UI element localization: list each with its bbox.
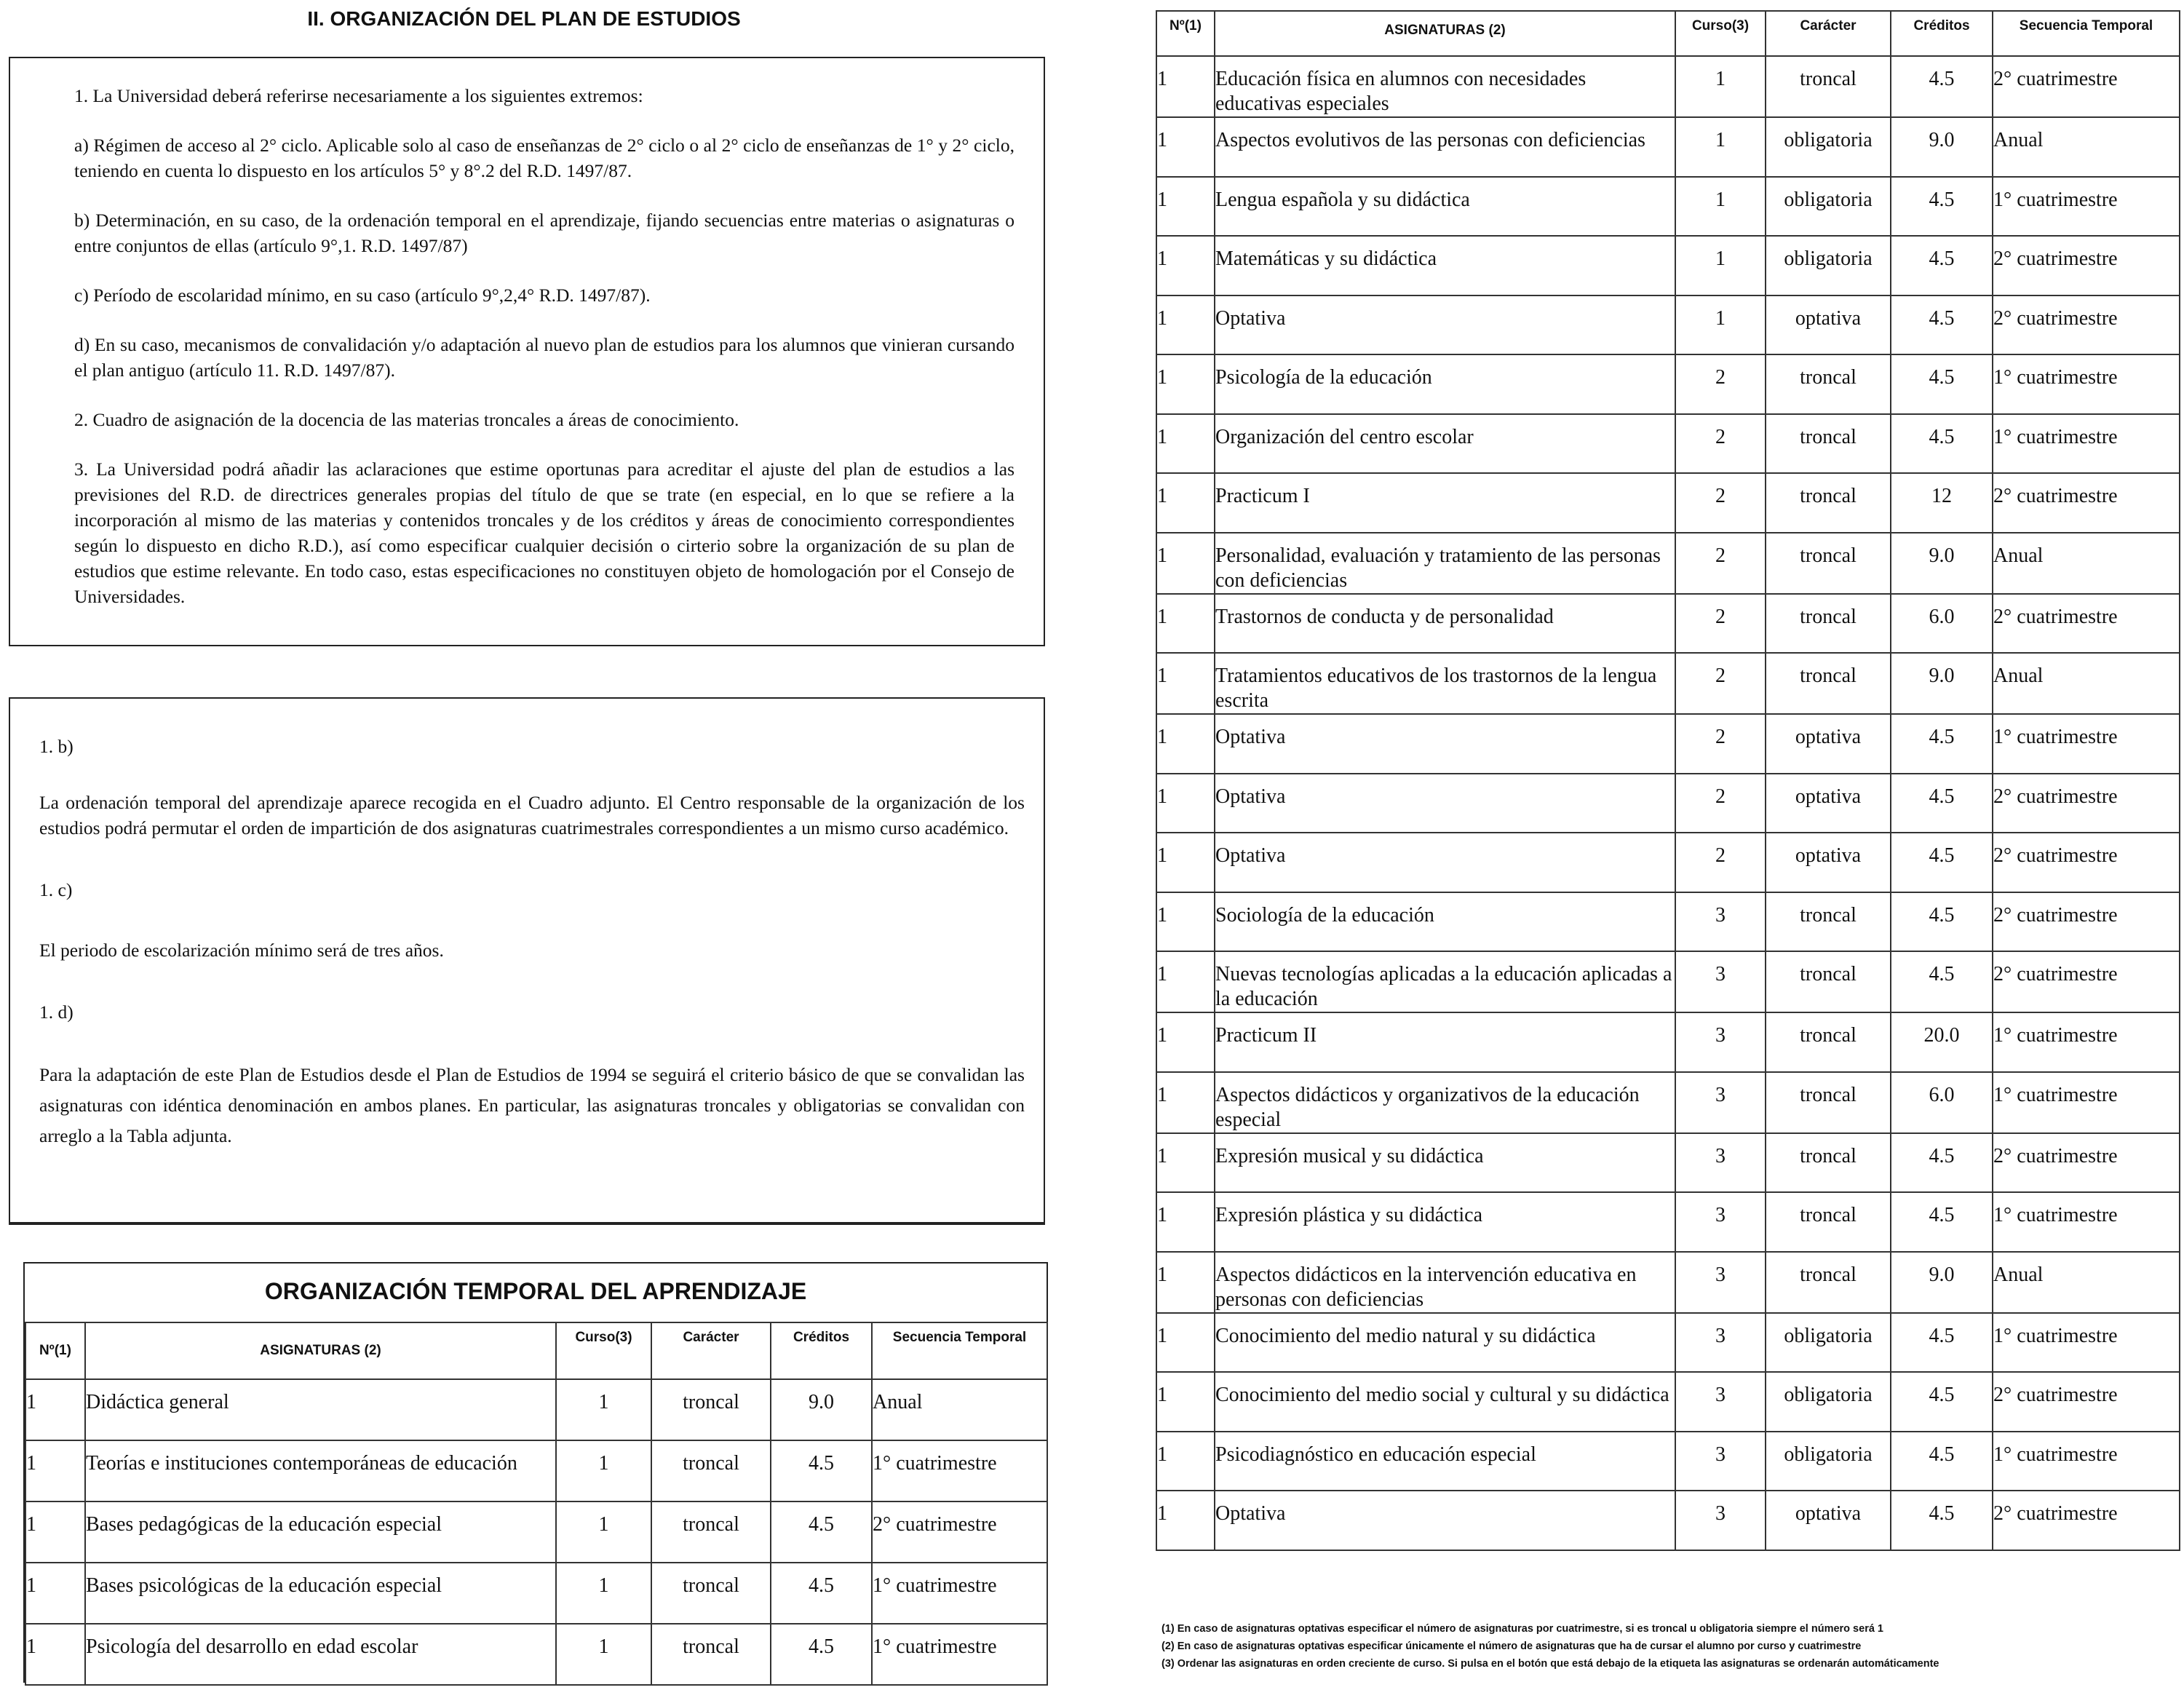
table-row [1156, 1491, 2180, 1550]
subject-type: troncal [1766, 1012, 1891, 1072]
header-secuencia: Secuencia Temporal [1993, 11, 2180, 56]
course-year: 2 [1675, 833, 1766, 892]
credits: 4.5 [1891, 714, 1993, 774]
credits: 9.0 [1891, 533, 1993, 594]
course-year: 3 [1675, 1432, 1766, 1491]
subject-type: troncal [1766, 1192, 1891, 1252]
time-sequence: 1° cuatrimestre [1993, 1072, 2180, 1133]
time-sequence: 2° cuatrimestre [1993, 473, 2180, 533]
subject-name: Psicología del desarrollo en edad escolar [85, 1624, 556, 1685]
subject-type: troncal [651, 1501, 771, 1563]
subject-name: Trastornos de conducta y de personalidad [1215, 594, 1675, 654]
time-sequence: 1° cuatrimestre [872, 1624, 1047, 1685]
table-header-row [1156, 11, 2180, 56]
course-year: 2 [1675, 714, 1766, 774]
row-number: 1 [1156, 1432, 1215, 1491]
time-sequence: 2° cuatrimestre [1993, 1133, 2180, 1193]
table-row [1156, 117, 2180, 177]
answer-d-heading: 1. d) [39, 1001, 74, 1023]
temporal-table-right [1156, 10, 2180, 1551]
subject-name: Didáctica general [85, 1379, 556, 1440]
credits: 4.5 [1891, 951, 1993, 1012]
instruction-1a: a) Régimen de acceso al 2° ciclo. Aplicable solo al caso de enseñanzas de 2° ciclo o al 2° ciclo de enseñanzas de 1° y 2° ciclo, teniendo en cuenta lo dispuesto en los artículos 5° y 8°.2 del R.D. 1497/87. [74, 135, 1014, 181]
table-row [1156, 1192, 2180, 1252]
credits: 4.5 [1891, 414, 1993, 474]
time-sequence: 2° cuatrimestre [872, 1501, 1047, 1563]
table-row [1156, 236, 2180, 295]
row-number: 1 [1156, 1192, 1215, 1252]
credits: 9.0 [771, 1379, 872, 1440]
subject-type: obligatoria [1766, 1313, 1891, 1373]
table-row [1156, 533, 2180, 594]
subject-type: obligatoria [1766, 117, 1891, 177]
subject-name: Expresión plástica y su didáctica [1215, 1192, 1675, 1252]
table-row [25, 1379, 1047, 1440]
table-row [25, 1563, 1047, 1624]
row-number: 1 [1156, 594, 1215, 654]
time-sequence: 2° cuatrimestre [1993, 951, 2180, 1012]
course-year: 3 [1675, 1072, 1766, 1133]
credits: 12 [1891, 473, 1993, 533]
temporal-table-title: ORGANIZACIÓN TEMPORAL DEL APRENDIZAJE [264, 1278, 807, 1304]
table-row [25, 1624, 1047, 1685]
credits: 9.0 [1891, 1252, 1993, 1313]
instructions-box [9, 57, 1045, 646]
row-number: 1 [25, 1379, 85, 1440]
subject-name: Bases pedagógicas de la educación especial [85, 1501, 556, 1563]
answers-box [9, 697, 1045, 1225]
subject-name: Organización del centro escolar [1215, 414, 1675, 474]
row-number: 1 [25, 1501, 85, 1563]
subject-type: troncal [651, 1563, 771, 1624]
credits: 4.5 [1891, 56, 1993, 117]
time-sequence: Anual [872, 1379, 1047, 1440]
time-sequence: 2° cuatrimestre [1993, 1372, 2180, 1432]
course-year: 3 [1675, 1491, 1766, 1550]
table-row [1156, 354, 2180, 414]
row-number: 1 [1156, 1012, 1215, 1072]
temporal-table-panel [23, 1262, 1048, 1683]
table-row [1156, 1252, 2180, 1313]
course-year: 2 [1675, 594, 1766, 654]
table-row [1156, 951, 2180, 1012]
row-number: 1 [1156, 1252, 1215, 1313]
subject-name: Sociología de la educación [1215, 892, 1675, 952]
time-sequence: Anual [1993, 117, 2180, 177]
header-creditos: Créditos [1891, 11, 1993, 56]
table-row [1156, 653, 2180, 714]
course-year: 2 [1675, 414, 1766, 474]
table-row [1156, 414, 2180, 474]
credits: 4.5 [1891, 1491, 1993, 1550]
course-year: 3 [1675, 1012, 1766, 1072]
credits: 4.5 [771, 1563, 872, 1624]
section-title: II. ORGANIZACIÓN DEL PLAN DE ESTUDIOS [307, 7, 741, 30]
row-number: 1 [1156, 833, 1215, 892]
time-sequence: 1° cuatrimestre [1993, 414, 2180, 474]
row-number: 1 [1156, 236, 1215, 295]
instruction-1: 1. La Universidad deberá referirse necesariamente a los siguientes extremos: [74, 85, 643, 106]
course-year: 3 [1675, 951, 1766, 1012]
answer-c-heading: 1. c) [39, 879, 73, 900]
instruction-2: 2. Cuadro de asignación de la docencia de las materias troncales a áreas de conocimiento. [74, 409, 739, 430]
instruction-1d: d) En su caso, mecanismos de convalidación y/o adaptación al nuevo plan de estudios para los alumnos que vinieran cursando el plan antiguo (artículo 11. R.D. 1497/87). [74, 334, 1014, 381]
time-sequence: 2° cuatrimestre [1993, 774, 2180, 833]
credits: 4.5 [1891, 1432, 1993, 1491]
course-year: 1 [1675, 56, 1766, 117]
course-year: 1 [556, 1440, 651, 1501]
subject-type: troncal [1766, 473, 1891, 533]
subject-name: Aspectos didácticos en la intervención educativa en personas con deficiencias [1215, 1252, 1675, 1313]
header-asignaturas: ASIGNATURAS (2) [85, 1322, 556, 1379]
subject-name: Aspectos evolutivos de las personas con deficiencias [1215, 117, 1675, 177]
subject-type: troncal [651, 1624, 771, 1685]
row-number: 1 [1156, 177, 1215, 237]
header-curso: Curso(3) [1675, 11, 1766, 56]
credits: 9.0 [1891, 117, 1993, 177]
table-row [1156, 1313, 2180, 1373]
time-sequence: 2° cuatrimestre [1993, 1491, 2180, 1550]
credits: 6.0 [1891, 1072, 1993, 1133]
credits: 4.5 [771, 1624, 872, 1685]
row-number: 1 [1156, 1491, 1215, 1550]
subject-type: optativa [1766, 833, 1891, 892]
footnote-2: (2) En caso de asignaturas optativas especificar únicamente el número de asignaturas que ha de cursar el alumno por curso y cuatrimestre [1162, 1641, 1862, 1652]
subject-name: Psicodiagnóstico en educación especial [1215, 1432, 1675, 1491]
table-row [1156, 1012, 2180, 1072]
footnote-1: (1) En caso de asignaturas optativas especificar el número de asignaturas por cuatrimestre, si es troncal u obligatoria siempre el número será 1 [1162, 1623, 1883, 1635]
footnote-3: (3) Ordenar las asignaturas en orden creciente de curso. Si pulsa en el botón que está debajo de la etiqueta las asignaturas se ordenarán automáticamente [1162, 1658, 1939, 1670]
credits: 9.0 [1891, 653, 1993, 714]
row-number: 1 [1156, 473, 1215, 533]
subject-name: Optativa [1215, 714, 1675, 774]
course-year: 3 [1675, 1192, 1766, 1252]
header-n: Nº(1) [25, 1322, 85, 1379]
credits: 6.0 [1891, 594, 1993, 654]
subject-type: troncal [651, 1379, 771, 1440]
credits: 4.5 [771, 1440, 872, 1501]
header-curso: Curso(3) [556, 1322, 651, 1379]
subject-type: troncal [1766, 892, 1891, 952]
row-number: 1 [1156, 1313, 1215, 1373]
time-sequence: 2° cuatrimestre [1993, 594, 2180, 654]
course-year: 2 [1675, 653, 1766, 714]
course-year: 2 [1675, 473, 1766, 533]
instruction-3: 3. La Universidad podrá añadir las aclaraciones que estime oportunas para acreditar el ajuste del plan de estudios a las previsiones del R.D. de directrices generales propias del título de que se trate (en especial, en lo que se refiere a la incorporación al mismo de las materias y contenidos troncales y de los créditos y áreas de conocimiento correspondientes según lo dispuesto en dicho R.D.), así como especificar cualquier decisión o cirterio sobre la organización de su plan de estudios que estime relevante. En todo caso, estas especificaciones no constituyen objeto de homologación por el Consejo de Universidades. [74, 459, 1014, 607]
row-number: 1 [1156, 951, 1215, 1012]
row-number: 1 [1156, 533, 1215, 594]
course-year: 1 [556, 1379, 651, 1440]
subject-type: troncal [651, 1440, 771, 1501]
course-year: 2 [1675, 533, 1766, 594]
subject-type: obligatoria [1766, 236, 1891, 295]
row-number: 1 [1156, 1133, 1215, 1193]
row-number: 1 [1156, 117, 1215, 177]
credits: 4.5 [1891, 774, 1993, 833]
table-row [1156, 1432, 2180, 1491]
subject-name: Practicum II [1215, 1012, 1675, 1072]
subject-type: optativa [1766, 1491, 1891, 1550]
time-sequence: Anual [1993, 1252, 2180, 1313]
subject-name: Nuevas tecnologías aplicadas a la educación aplicadas a la educación [1215, 951, 1675, 1012]
temporal-table-left [25, 1322, 1048, 1686]
row-number: 1 [1156, 56, 1215, 117]
subject-type: obligatoria [1766, 1432, 1891, 1491]
subject-name: Practicum I [1215, 473, 1675, 533]
table-row [25, 1440, 1047, 1501]
table-row [1156, 1072, 2180, 1133]
subject-name: Personalidad, evaluación y tratamiento de las personas con deficiencias [1215, 533, 1675, 594]
table-row [1156, 1133, 2180, 1193]
credits: 4.5 [1891, 1313, 1993, 1373]
course-year: 3 [1675, 1133, 1766, 1193]
subject-type: troncal [1766, 414, 1891, 474]
time-sequence: 1° cuatrimestre [1993, 1192, 2180, 1252]
answer-b-text: La ordenación temporal del aprendizaje aparece recogida en el Cuadro adjunto. El Centro responsable de la organización de los estudios podrá permutar el orden de impartición de dos asignaturas cuatrimestrales correspondientes a un mismo curso académico. [39, 792, 1025, 838]
subject-type: troncal [1766, 951, 1891, 1012]
table-row [1156, 295, 2180, 355]
subject-name: Conocimiento del medio social y cultural y su didáctica [1215, 1372, 1675, 1432]
time-sequence: 1° cuatrimestre [1993, 1012, 2180, 1072]
table-left-body [25, 1379, 1047, 1685]
row-number: 1 [25, 1440, 85, 1501]
table-row [1156, 56, 2180, 117]
row-number: 1 [25, 1624, 85, 1685]
row-number: 1 [25, 1563, 85, 1624]
subject-type: obligatoria [1766, 1372, 1891, 1432]
table-header-row [25, 1322, 1047, 1379]
answer-b-heading: 1. b) [39, 736, 74, 757]
subject-name: Teorías e instituciones contemporáneas de educación [85, 1440, 556, 1501]
subject-type: troncal [1766, 533, 1891, 594]
subject-type: optativa [1766, 714, 1891, 774]
answer-d-text: Para la adaptación de este Plan de Estudios desde el Plan de Estudios de 1994 se seguirá el criterio básico de que se convalidan las asignaturas con idéntica denominación en ambos planes. En particular, las asignaturas troncales y obligatorias se convalidan con arreglo a la Tabla adjunta. [39, 1064, 1025, 1146]
course-year: 2 [1675, 774, 1766, 833]
subject-type: troncal [1766, 1252, 1891, 1313]
subject-name: Expresión musical y su didáctica [1215, 1133, 1675, 1193]
credits: 20.0 [1891, 1012, 1993, 1072]
row-number: 1 [1156, 892, 1215, 952]
table-row [1156, 892, 2180, 952]
subject-name: Educación física en alumnos con necesidades educativas especiales [1215, 56, 1675, 117]
credits: 4.5 [1891, 354, 1993, 414]
subject-name: Optativa [1215, 295, 1675, 355]
credits: 4.5 [1891, 295, 1993, 355]
course-year: 1 [556, 1624, 651, 1685]
row-number: 1 [1156, 354, 1215, 414]
table-row [1156, 473, 2180, 533]
table-right-body [1156, 56, 2180, 1550]
time-sequence: 1° cuatrimestre [1993, 1432, 2180, 1491]
subject-name: Psicología de la educación [1215, 354, 1675, 414]
course-year: 3 [1675, 1372, 1766, 1432]
table-row [25, 1501, 1047, 1563]
table-row [1156, 177, 2180, 237]
course-year: 3 [1675, 892, 1766, 952]
row-number: 1 [1156, 1372, 1215, 1432]
subject-name: Bases psicológicas de la educación especial [85, 1563, 556, 1624]
credits: 4.5 [1891, 236, 1993, 295]
course-year: 1 [556, 1563, 651, 1624]
row-number: 1 [1156, 714, 1215, 774]
credits: 4.5 [1891, 1192, 1993, 1252]
row-number: 1 [1156, 653, 1215, 714]
subject-name: Lengua española y su didáctica [1215, 177, 1675, 237]
time-sequence: 1° cuatrimestre [872, 1440, 1047, 1501]
subject-type: optativa [1766, 295, 1891, 355]
row-number: 1 [1156, 414, 1215, 474]
header-n: Nº(1) [1156, 11, 1215, 56]
row-number: 1 [1156, 774, 1215, 833]
table-row [1156, 714, 2180, 774]
header-secuencia: Secuencia Temporal [872, 1322, 1047, 1379]
time-sequence: 2° cuatrimestre [1993, 295, 2180, 355]
table-row [1156, 1372, 2180, 1432]
credits: 4.5 [1891, 177, 1993, 237]
course-year: 2 [1675, 354, 1766, 414]
row-number: 1 [1156, 1072, 1215, 1133]
course-year: 1 [1675, 236, 1766, 295]
subject-name: Tratamientos educativos de los trastornos de la lengua escrita [1215, 653, 1675, 714]
subject-name: Optativa [1215, 833, 1675, 892]
header-creditos: Créditos [771, 1322, 872, 1379]
course-year: 1 [1675, 117, 1766, 177]
credits: 4.5 [1891, 892, 1993, 952]
table-row [1156, 774, 2180, 833]
table-row [1156, 594, 2180, 654]
time-sequence: 1° cuatrimestre [1993, 354, 2180, 414]
time-sequence: 1° cuatrimestre [1993, 714, 2180, 774]
credits: 4.5 [771, 1501, 872, 1563]
subject-name: Optativa [1215, 774, 1675, 833]
time-sequence: 2° cuatrimestre [1993, 833, 2180, 892]
time-sequence: 2° cuatrimestre [1993, 236, 2180, 295]
subject-type: troncal [1766, 1133, 1891, 1193]
subject-type: obligatoria [1766, 177, 1891, 237]
time-sequence: 2° cuatrimestre [1993, 892, 2180, 952]
subject-name: Conocimiento del medio natural y su didáctica [1215, 1313, 1675, 1373]
time-sequence: Anual [1993, 533, 2180, 594]
subject-name: Optativa [1215, 1491, 1675, 1550]
time-sequence: Anual [1993, 653, 2180, 714]
header-caracter: Carácter [651, 1322, 771, 1379]
credits: 4.5 [1891, 833, 1993, 892]
course-year: 3 [1675, 1313, 1766, 1373]
time-sequence: 2° cuatrimestre [1993, 56, 2180, 117]
course-year: 1 [1675, 177, 1766, 237]
table-row [1156, 833, 2180, 892]
row-number: 1 [1156, 295, 1215, 355]
subject-name: Aspectos didácticos y organizativos de la educación especial [1215, 1072, 1675, 1133]
time-sequence: 1° cuatrimestre [872, 1563, 1047, 1624]
subject-type: optativa [1766, 774, 1891, 833]
subject-name: Matemáticas y su didáctica [1215, 236, 1675, 295]
subject-type: troncal [1766, 594, 1891, 654]
course-year: 1 [1675, 295, 1766, 355]
subject-type: troncal [1766, 56, 1891, 117]
subject-type: troncal [1766, 354, 1891, 414]
footnotes [1162, 1620, 2180, 1673]
course-year: 3 [1675, 1252, 1766, 1313]
time-sequence: 1° cuatrimestre [1993, 177, 2180, 237]
instruction-1b: b) Determinación, en su caso, de la ordenación temporal en el aprendizaje, fijando secuencias entre materias o asignaturas o entre conjuntos de ellas (artículo 9°,1. R.D. 1497/87) [74, 210, 1014, 256]
subject-type: troncal [1766, 1072, 1891, 1133]
course-year: 1 [556, 1501, 651, 1563]
subject-type: troncal [1766, 653, 1891, 714]
credits: 4.5 [1891, 1133, 1993, 1193]
time-sequence: 1° cuatrimestre [1993, 1313, 2180, 1373]
answer-c-text: El periodo de escolarización mínimo será de tres años. [39, 940, 444, 961]
credits: 4.5 [1891, 1372, 1993, 1432]
header-asignaturas: ASIGNATURAS (2) [1215, 11, 1675, 56]
header-caracter: Carácter [1766, 11, 1891, 56]
instruction-1c: c) Período de escolaridad mínimo, en su caso (artículo 9°,2,4° R.D. 1497/87). [74, 285, 651, 306]
